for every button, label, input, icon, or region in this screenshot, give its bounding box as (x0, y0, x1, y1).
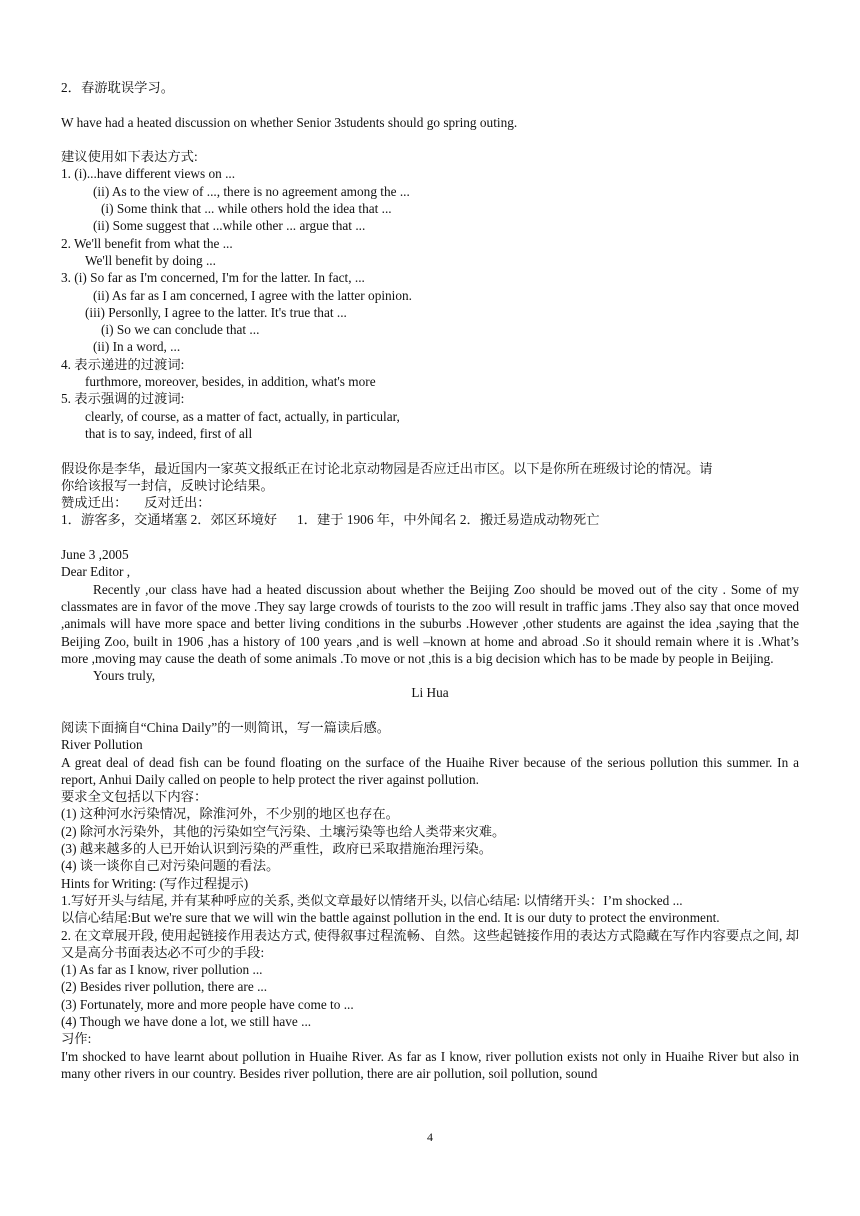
letter-body: Recently ,our class have had a heated discussion about whether the Beijing Zoo should be moved out of the city . Some of my classmates are in favor of the move .They say large crowds of tourists to the zoo will result in traffic jams .They also say that once moved ,animals will have more space and better living conditions in the suburbs .However ,other students are against the idea ,saying that the Beijing Zoo, built in 1906 ,has a history of 100 years ,and is well –known at home and abroad .So it should remain where it is .What’s more ,moving may cause the death of some animals .To move or not ,this is a big decision which has to be made by people in Beijing. (61, 581, 799, 666)
requirement-item: (2) 除河水污染外，其他的污染如空气污染、土壤污染等也给人类带来灾难。 (61, 823, 506, 839)
requirements-title: 要求全文包括以下内容： (61, 789, 208, 805)
hints-title: Hints for Writing: (写作过程提示) (61, 875, 249, 891)
phrase-item: (2) Besides river pollution, there are ... (61, 979, 268, 995)
reading-prompt: 阅读下面摘自“China Daily”的一则简讯，写一篇读后感。 (61, 719, 391, 735)
expression-item: We'll benefit by doing ... (85, 252, 216, 268)
letter-signature: Li Hua (411, 685, 449, 701)
expression-item: (iii) Personlly, I agree to the latter. It's true that ... (85, 304, 347, 320)
letter-closing: Yours truly, (93, 668, 156, 684)
expression-item: (ii) In a word, ... (93, 339, 181, 355)
phrase-item: (4) Though we have done a lot, we still have ... (61, 1014, 312, 1030)
expression-item: 3. (i) So far as I'm concerned, I'm for the latter. In fact, ... (61, 270, 365, 286)
page-number: 4 (427, 1130, 433, 1144)
requirement-item: (1) 这种河水污染情况，除淮河外，不少别的地区也存在。 (61, 806, 399, 822)
news-text: A great deal of dead fish can be found floating on the surface of the Huaihe River because of the serious pollution this summer. In a report, Anhui Daily called on people to help protect the river against pollution. (61, 754, 799, 787)
requirement-item: (3) 越来越多的人已开始认识到污染的严重性，政府已采取措施治理污染。 (61, 841, 493, 857)
intro-sentence: W have had a heated discussion on whether Senior 3students should go spring outing. (61, 114, 518, 130)
hint-item: 1.写好开头与结尾, 并有某种呼应的关系, 类似文章最好以情绪开头, 以信心结尾: 以情绪开头：I’m shocked ... (61, 892, 683, 908)
essay-text: I'm shocked to have learnt about pollution in Huaihe River. As far as I know, river pollution exists not only in Huaihe River but also in many other rivers in our country. Besides river pollution, there are air pollution, soil pollution, sound (61, 1048, 799, 1081)
expression-item: 4. 表示递进的过渡词: (61, 356, 185, 372)
pro-con-reasons: 1．游客多，交通堵塞 2．郊区环境好 1．建于 1906 年，中外闻名 2．搬迁易造成动物死亡 (61, 512, 600, 528)
expression-item: furthmore, moreover, besides, in addition, what's more (85, 374, 376, 390)
suggest-title: 建议使用如下表达方式: (61, 149, 198, 165)
section-heading: 2．春游耽误学习。 (61, 80, 175, 95)
expression-item: 2. We'll benefit from what the ... (61, 235, 233, 251)
letter-date: June 3 ,2005 (61, 547, 129, 563)
requirement-item: (4) 谈一谈你自己对污染问题的看法。 (61, 858, 280, 874)
expression-item: (ii) As to the view of ..., there is no agreement among the ... (93, 183, 410, 199)
letter-salutation: Dear Editor , (61, 564, 131, 580)
phrase-item: (3) Fortunately, more and more people have come to ... (61, 996, 354, 1012)
expression-item: (ii) Some suggest that ...while other ... argue that ... (93, 218, 366, 234)
essay-label: 习作: (61, 1031, 92, 1047)
news-title: River Pollution (61, 737, 143, 753)
phrase-item: (1) As far as I know, river pollution ... (61, 962, 263, 978)
hint-item: 以信心结尾:But we're sure that we will win the battle against pollution in the end. It is our duty to protect the environment. (61, 910, 720, 926)
expression-item: that is to say, indeed, first of all (85, 425, 253, 441)
pro-con-labels: 赞成迁出： 反对迁出： (61, 495, 211, 511)
document-page (61, 79, 799, 1082)
expression-item: (i) Some think that ... while others hold the idea that ... (101, 201, 392, 217)
expression-item: 1. (i)...have different views on ... (61, 166, 236, 182)
letter-prompt: 假设你是李华，最近国内一家英文报纸正在讨论北京动物园是否应迁出市区。以下是你所在班级讨论的情况。请 (61, 460, 713, 476)
expression-item: clearly, of course, as a matter of fact, actually, in particular, (85, 408, 400, 424)
letter-prompt: 你给该报写一封信，反映讨论结果。 (61, 477, 274, 493)
hint-item: 2. 在文章展开段, 使用起链接作用表达方式, 使得叙事过程流畅、自然。这些起链接作用的表达方式隐藏在写作内容要点之间, 却又是高分书面表达必不可少的手段: (61, 927, 799, 960)
expression-item: 5. 表示强调的过渡词: (61, 391, 185, 407)
expression-item: (i) So we can conclude that ... (101, 322, 260, 338)
expression-item: (ii) As far as I am concerned, I agree with the latter opinion. (93, 287, 413, 303)
